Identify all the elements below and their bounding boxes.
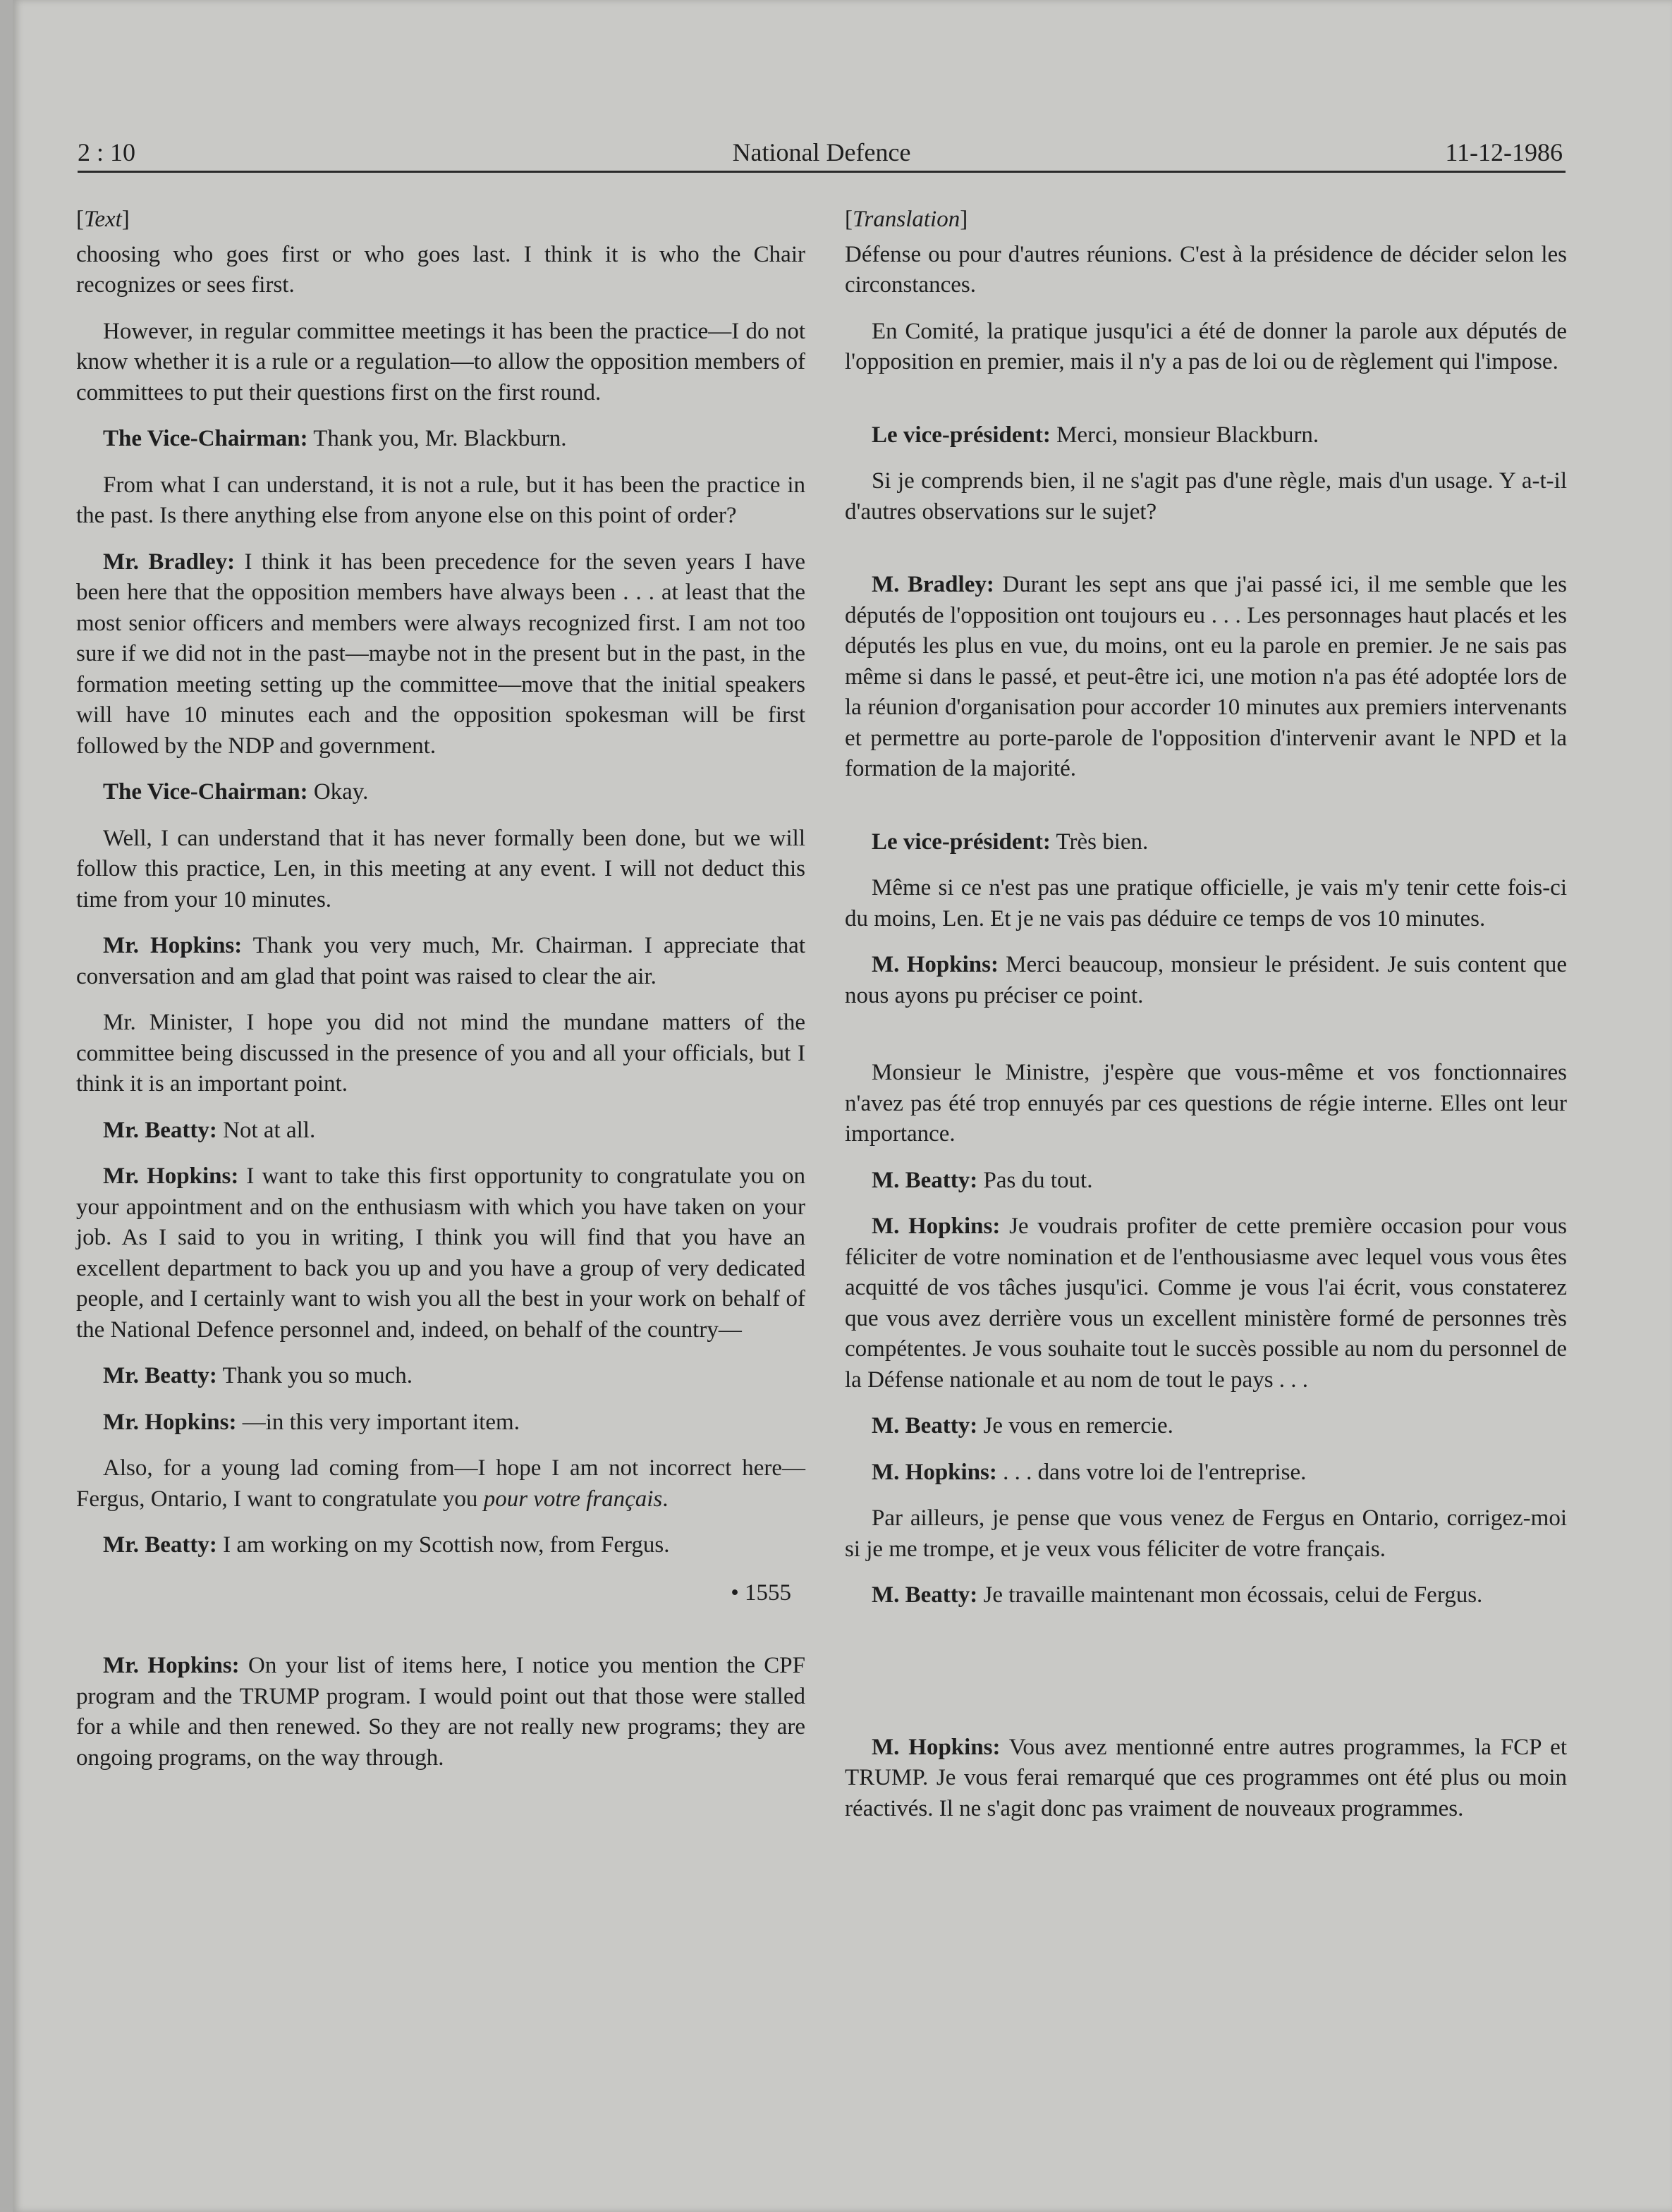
french-column xyxy=(845,204,1567,1840)
speaker-name: M. Hopkins: xyxy=(872,1214,1001,1239)
page-number: 2 : 10 xyxy=(78,138,136,166)
speaker-paragraph: Mr. Bradley: I think it has been precedence for the seven years I have been here that the opposition members have always been . . . at least that the most senior officers and members were always recognized first. I am not too sure if we did not in the past—maybe not in the present but in the past, in the formation meeting setting up the committee—move that the initial speakers will have 10 minutes each and the opposition spokesman will be first followed by the NDP and government. xyxy=(76,549,805,759)
paragraph: Also, for a young lad coming from—I hope I am not incorrect here—Fergus, Ontario, I want to congratulate you pour votre français. xyxy=(76,1455,805,1512)
speaker-name: Mr. Bradley: xyxy=(103,549,236,575)
speaker-name: Mr. Beatty: xyxy=(103,1363,217,1388)
paragraph: Well, I can understand that it has never formally been done, but we will follow this practice, Len, in this meeting at any event. I will not deduct this time from your 10 minutes. xyxy=(76,825,805,912)
speaker-paragraph: M. Hopkins: . . . dans votre loi de l'entreprise. xyxy=(872,1459,1307,1485)
paragraph: Si je comprends bien, il ne s'agit pas d'une règle, mais d'un usage. Y a-t-il d'autres observations sur le sujet? xyxy=(845,468,1567,525)
text-tag: [Text] xyxy=(76,207,130,232)
speaker-paragraph: Mr. Hopkins: On your list of items here, I notice you mention the CPF program and the TRUMP program. I would point out that those were stalled for a while and then renewed. So they are not really new programs; they are ongoing programs, on the way through. xyxy=(76,1653,805,1771)
speaker-paragraph: M. Beatty: Je travaille maintenant mon écossais, celui de Fergus. xyxy=(872,1582,1483,1608)
paragraph: Même si ce n'est pas une pratique officielle, je vais m'y tenir cette fois-ci du moins, Len. Et je ne vais pas déduire ce temps de vos 10 minutes. xyxy=(845,875,1567,931)
speaker-name: M. Beatty: xyxy=(872,1167,978,1193)
speaker-paragraph: M. Hopkins: Vous avez mentionné entre autres programmes, la FCP et TRUMP. Je vous ferai remarqué que ces programmes ont été plus ou moin réactivés. Il ne s'agit donc pas vraiment de nouveaux programmes. xyxy=(845,1734,1567,1821)
paragraph: Mr. Minister, I hope you did not mind the mundane matters of the committee being discussed in the presence of you and all your officials, but I think it is an important point. xyxy=(76,1010,805,1096)
speaker-name: Mr. Hopkins: xyxy=(103,1653,240,1678)
document-page xyxy=(13,0,1672,2212)
speaker-name: Le vice-président: xyxy=(872,422,1051,448)
speaker-paragraph: Mr. Hopkins: I want to take this first opportunity to congratulate you on your appointment and on the enthusiasm with which you have taken on your job. As I said to you in writing, I think you will find that you have an excellent department to back you up and you have a group of very dedicated people, and I certainly want to wish you all the best in your work on behalf of the National Defence personnel and, indeed, on behalf of the country— xyxy=(76,1163,805,1343)
speaker-paragraph: The Vice-Chairman: Okay. xyxy=(103,779,369,805)
paragraph: Défense ou pour d'autres réunions. C'est à la présidence de décider selon les circonstances. xyxy=(845,241,1567,298)
speaker-paragraph: M. Bradley: Durant les sept ans que j'ai passé ici, il me semble que les députés de l'opposition ont toujours eu . . . Les personnages haut placés et les députés les plus en vue, du moins, ont eu la parole en premier. Je ne sais pas même si dans le passé, et peut-être ici, une motion n'a pas été adoptée lors de la réunion d'organisation pour accorder 10 minutes aux premiers intervenants et permettre au porte-parole de l'opposition d'intervenir avant le NPD et la formation de la majorité. xyxy=(845,572,1567,781)
speaker-name: M. Hopkins: xyxy=(872,952,999,977)
speaker-name: M. Beatty: xyxy=(872,1582,978,1608)
speaker-name: M. Hopkins: xyxy=(872,1734,1001,1760)
speaker-name: Mr. Hopkins: xyxy=(103,933,243,958)
speaker-name: M. Bradley: xyxy=(872,572,994,597)
speaker-name: Mr. Beatty: xyxy=(103,1532,217,1558)
paragraph: En Comité, la pratique jusqu'ici a été de donner la parole aux députés de l'opposition en premier, mais il n'y a pas de loi ou de règlement qui l'impose. xyxy=(845,318,1567,374)
speaker-name: The Vice-Chairman: xyxy=(103,779,308,805)
speaker-name: Mr. Hopkins: xyxy=(103,1163,239,1189)
speaker-paragraph: M. Hopkins: Je voudrais profiter de cette première occasion pour vous féliciter de votre nomination et de l'enthousiasme avec lequel vous vous êtes acquitté de vos tâches jusqu'ici. Comme je vous l'ai écrit, vous constaterez que vous avez derrière vous un excellent ministère formé de personnes très compétentes. Je vous souhaite tout le succès possible au nom du personnel de la Défense nationale et au nom de tout le pays . . . xyxy=(845,1214,1567,1393)
speaker-paragraph: Mr. Hopkins: —in this very important item. xyxy=(103,1409,520,1435)
speaker-paragraph: Mr. Hopkins: Thank you very much, Mr. Chairman. I appreciate that conversation and am glad that point was raised to clear the air. xyxy=(76,933,805,989)
publication-title: National Defence xyxy=(732,138,911,166)
speaker-paragraph: Mr. Beatty: Thank you so much. xyxy=(103,1363,413,1388)
speaker-paragraph: Le vice-président: Merci, monsieur Blackburn. xyxy=(872,422,1319,448)
speaker-paragraph: The Vice-Chairman: Thank you, Mr. Blackburn. xyxy=(103,426,567,451)
page-date: 11-12-1986 xyxy=(1445,138,1563,166)
speaker-name: Mr. Beatty: xyxy=(103,1117,217,1143)
speaker-paragraph: Le vice-président: Très bien. xyxy=(872,829,1149,855)
speaker-paragraph: M. Beatty: Pas du tout. xyxy=(872,1167,1093,1193)
speaker-name: The Vice-Chairman: xyxy=(103,426,308,451)
speaker-name: M. Beatty: xyxy=(872,1413,978,1438)
time-marker: • 1555 xyxy=(731,1579,791,1606)
speaker-name: M. Hopkins: xyxy=(872,1459,997,1485)
paragraph: However, in regular committee meetings it has been the practice—I do not know whether it is a rule or a regulation—to allow the opposition members of committees to put their questions first on the first round. xyxy=(76,318,805,405)
translation-tag: [Translation] xyxy=(845,207,968,232)
page-header xyxy=(78,131,1566,173)
speaker-name: Mr. Hopkins: xyxy=(103,1409,237,1435)
speaker-paragraph: Mr. Beatty: I am working on my Scottish now, from Fergus. xyxy=(103,1532,670,1558)
paragraph: Par ailleurs, je pense que vous venez de Fergus en Ontario, corrigez-moi si je me trompe, et je veux vous féliciter de votre français. xyxy=(845,1505,1567,1562)
english-column xyxy=(76,204,805,1789)
speaker-paragraph: Mr. Beatty: Not at all. xyxy=(103,1117,316,1143)
paragraph: Monsieur le Ministre, j'espère que vous-même et vos fonctionnaires n'avez pas été trop ennuyés par ces questions de régie interne. Elles ont leur importance. xyxy=(845,1060,1567,1147)
speaker-paragraph: M. Beatty: Je vous en remercie. xyxy=(872,1413,1173,1438)
paragraph: From what I can understand, it is not a rule, but it has been the practice in the past. Is there anything else from anyone else on this point of order? xyxy=(76,472,805,528)
speaker-name: Le vice-président: xyxy=(872,829,1051,855)
paragraph: choosing who goes first or who goes last. I think it is who the Chair recognizes or sees first. xyxy=(76,241,805,298)
speaker-paragraph: M. Hopkins: Merci beaucoup, monsieur le président. Je suis content que nous ayons pu préciser ce point. xyxy=(845,952,1567,1008)
